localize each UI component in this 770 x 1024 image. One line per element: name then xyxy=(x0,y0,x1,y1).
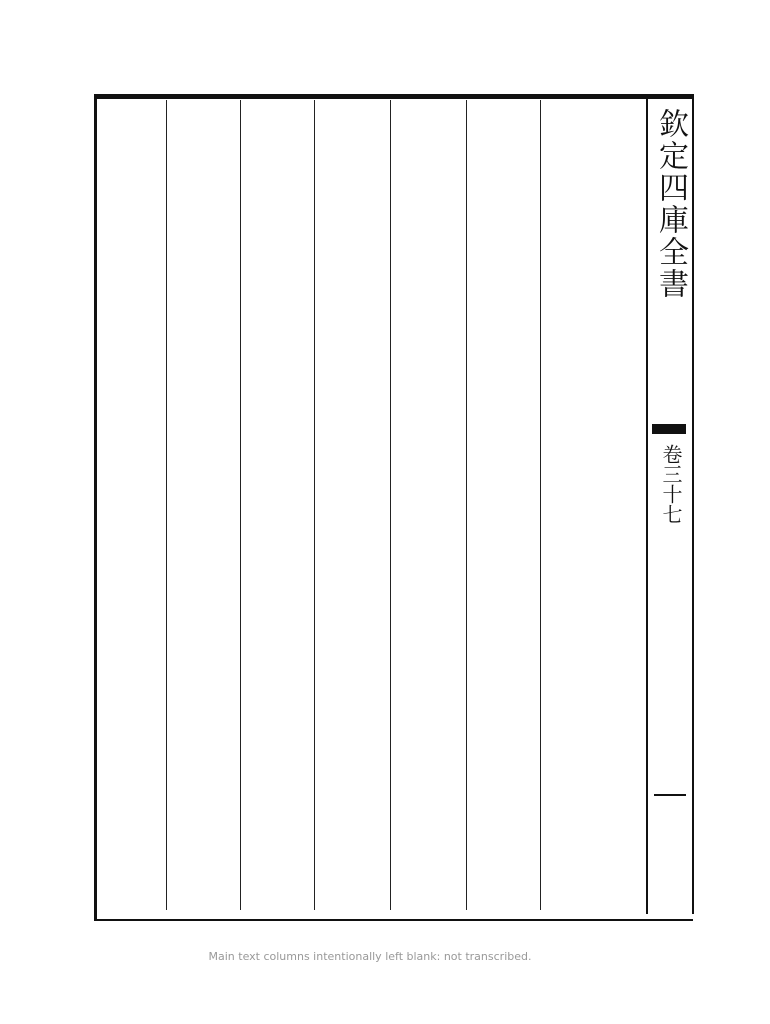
text-column xyxy=(204,100,268,910)
fold-margin xyxy=(646,94,694,914)
transcription-note: Main text columns intentionally left blank: not transcribed. xyxy=(208,950,532,963)
collection-title: 欽定四庫全書 xyxy=(653,108,688,300)
fold-tick xyxy=(654,794,686,796)
text-column xyxy=(352,100,416,910)
text-column xyxy=(278,100,342,910)
text-column xyxy=(502,100,566,910)
text-column xyxy=(120,100,184,910)
juan-number: 卷三十七 xyxy=(659,444,683,524)
text-column xyxy=(428,100,492,910)
text-column xyxy=(576,100,640,910)
fish-tail-mark xyxy=(652,424,686,434)
